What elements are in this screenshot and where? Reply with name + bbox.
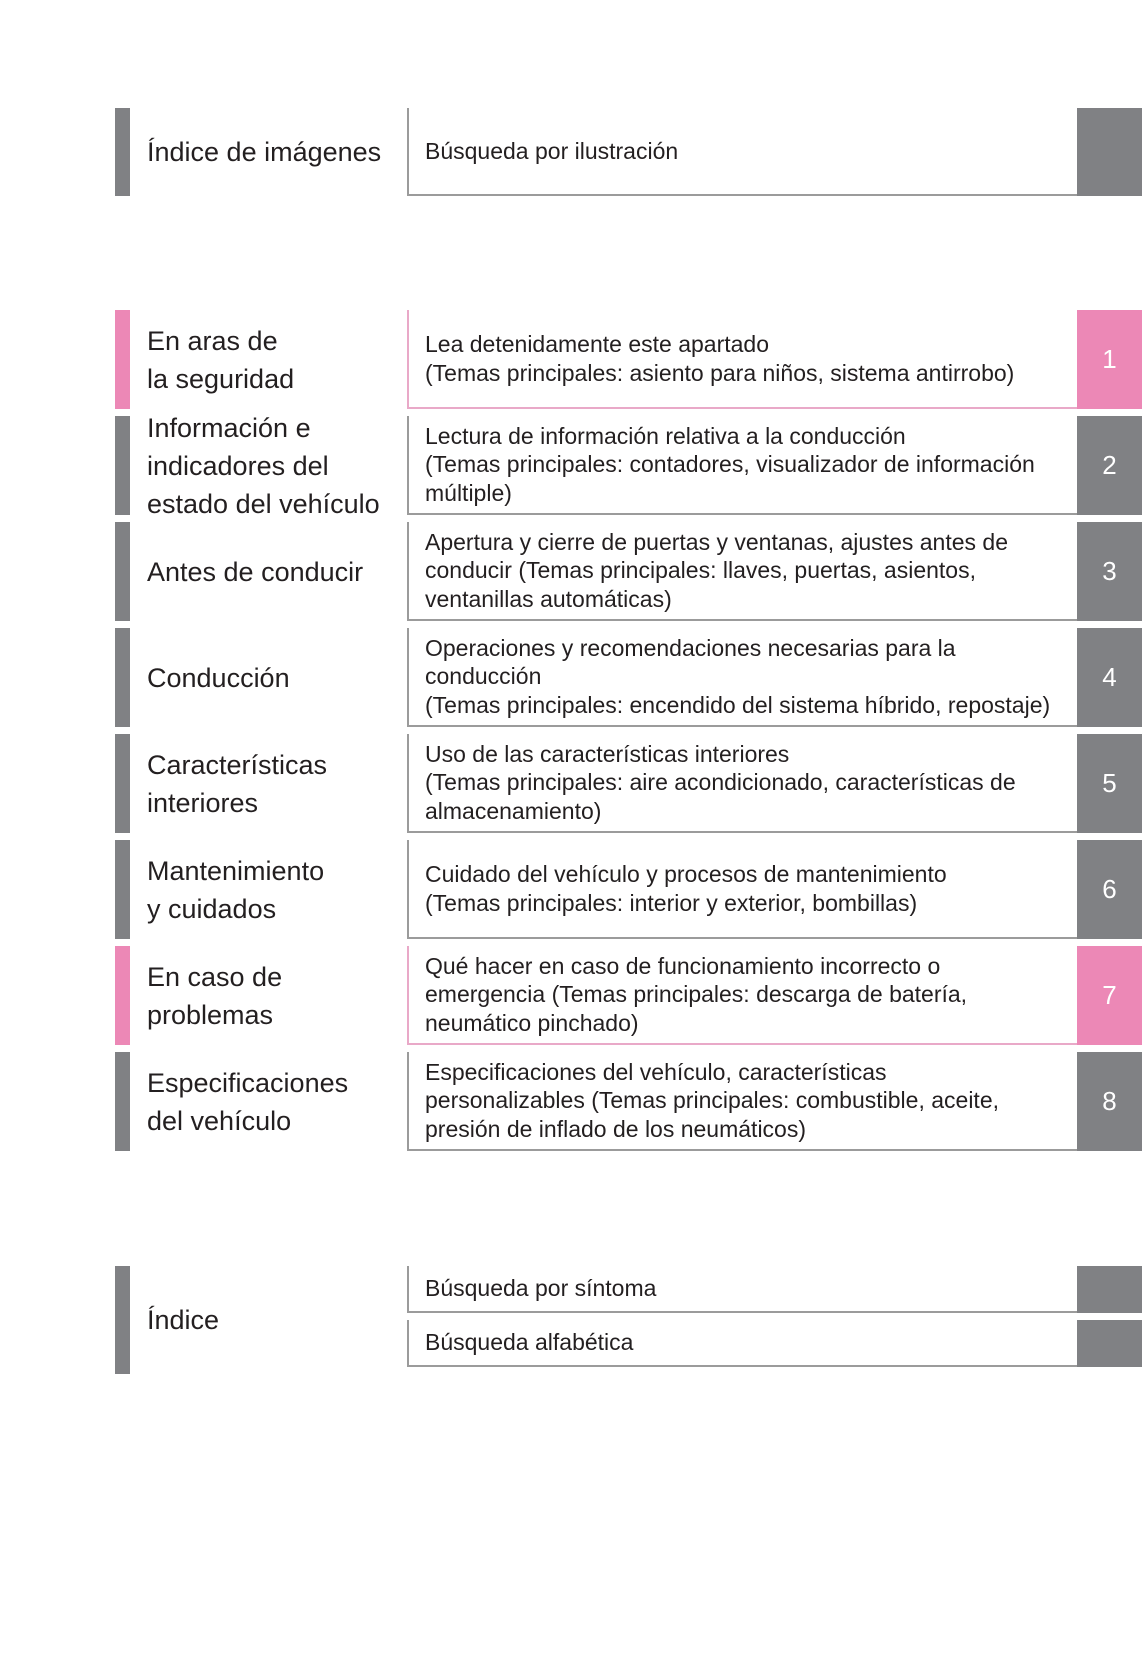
index-item-alphabetical[interactable] xyxy=(0,1320,1142,1367)
chapter-description: Cuidado del vehículo y procesos de mantenimiento (Temas principales: interior y exterior, bombillas) xyxy=(407,840,1077,939)
chapter-tab[interactable]: 7 xyxy=(1077,946,1142,1045)
chapter-tab[interactable]: 4 xyxy=(1077,628,1142,727)
chapter-row-3[interactable] xyxy=(0,522,1142,621)
chapter-title: Características interiores xyxy=(147,749,328,818)
chapter-row-5[interactable] xyxy=(0,734,1142,833)
index-item-label: Búsqueda por síntoma xyxy=(407,1266,1077,1313)
chapter-tab[interactable]: 3 xyxy=(1077,522,1142,621)
chapter-bar xyxy=(115,416,130,515)
chapter-description: Apertura y cierre de puertas y ventanas, ajustes antes de conducir (Temas principales: llaves, puertas, asientos, ventanillas automáticas) xyxy=(407,522,1077,621)
chapter-description: Lea detenidamente este apartado (Temas principales: asiento para niños, sistema antirrobo) xyxy=(407,310,1077,409)
index-item-symptom[interactable] xyxy=(0,1266,1142,1313)
chapter-title: Especificaciones del vehículo xyxy=(147,1067,349,1136)
chapter-description: Lectura de información relativa a la conducción (Temas principales: contadores, visualizador de información múltiple) xyxy=(407,416,1077,515)
chapter-description: Especificaciones del vehículo, características personalizables (Temas principales: combustible, aceite, presión de inflado de los neumáticos) xyxy=(407,1052,1077,1151)
chapter-row-1[interactable] xyxy=(0,310,1142,409)
index-item-tab[interactable] xyxy=(1077,1266,1142,1313)
chapter-bar xyxy=(115,628,130,727)
chapter-description: Qué hacer en caso de funcionamiento incorrecto o emergencia (Temas principales: descarga de batería, neumático pinchado) xyxy=(407,946,1077,1045)
chapter-row-2[interactable] xyxy=(0,412,1142,519)
chapter-bar xyxy=(115,946,130,1045)
chapter-title: En aras de la seguridad xyxy=(147,325,295,394)
image-index-section[interactable] xyxy=(0,108,1142,196)
chapter-title: En caso de problemas xyxy=(147,961,283,1030)
index-title: Índice xyxy=(147,1305,220,1335)
chapter-bar xyxy=(115,840,130,939)
chapter-row-4[interactable] xyxy=(0,628,1142,727)
image-index-tab[interactable] xyxy=(1077,108,1142,196)
chapter-tab[interactable]: 6 xyxy=(1077,840,1142,939)
chapter-title: Mantenimiento y cuidados xyxy=(147,855,325,924)
section-bar xyxy=(115,108,130,196)
image-index-title: Índice de imágenes xyxy=(147,137,382,167)
chapter-tab[interactable]: 8 xyxy=(1077,1052,1142,1151)
chapter-tab[interactable]: 2 xyxy=(1077,416,1142,515)
chapter-bar xyxy=(115,522,130,621)
chapter-title: Información e indicadores del estado del vehículo xyxy=(147,412,380,519)
chapter-row-7[interactable] xyxy=(0,946,1142,1045)
chapter-description: Operaciones y recomendaciones necesarias para la conducción (Temas principales: encendido del sistema híbrido, repostaje) xyxy=(407,628,1077,727)
chapter-title: Conducción xyxy=(147,662,290,693)
chapter-row-6[interactable] xyxy=(0,840,1142,939)
chapter-bar xyxy=(115,734,130,833)
index-item-tab[interactable] xyxy=(1077,1320,1142,1367)
chapter-bar xyxy=(115,1052,130,1151)
chapter-description: Uso de las características interiores (Temas principales: aire acondicionado, características de almacenamiento) xyxy=(407,734,1077,833)
chapter-bar xyxy=(115,310,130,409)
chapter-row-8[interactable] xyxy=(0,1052,1142,1151)
chapter-title: Antes de conducir xyxy=(147,556,364,587)
image-index-description: Búsqueda por ilustración xyxy=(407,108,1077,196)
index-item-label: Búsqueda alfabética xyxy=(407,1320,1077,1367)
chapter-tab[interactable]: 5 xyxy=(1077,734,1142,833)
chapter-tab[interactable]: 1 xyxy=(1077,310,1142,409)
